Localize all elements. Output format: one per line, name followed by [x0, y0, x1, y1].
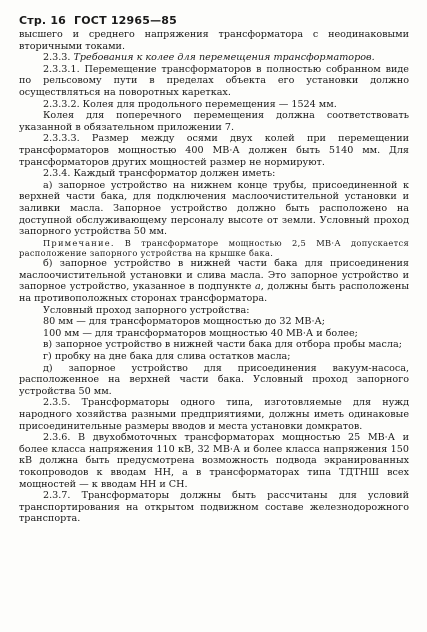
item-g: г) пробку на дне бака для слива остатков масла;: [43, 351, 291, 363]
paragraph-continuation: высшего и среднего напряжения трансформатора с неодинаковыми вторичными токами.: [19, 29, 409, 52]
document-body: [19, 29, 409, 525]
note: [19, 238, 409, 259]
section-2-3-3-heading: [19, 52, 409, 64]
section-number: 2.3.3.: [43, 52, 74, 64]
page-header: [19, 14, 409, 27]
paragraph-2-3-3-3: 2.3.3.3. Размер между осями двух колей при перемещении трансформаторов мощностью 400 МВ·А должен быть 5140 мм. Для трансформаторов других мощностей размер не нормируют.: [19, 133, 409, 168]
paragraph-2-3-4: 2.3.4. Каждый трансформатор должен иметь:: [43, 168, 276, 180]
item-a: а) запорное устройство на нижнем конце трубы, присоединенной к верхней части бака, для подключения маслоочистительной установки и заливки масла. Запорное устройство должно быть расположено на доступной обслуживающему персоналу высоте от земли. Условный проход запорного устройства 50 мм.: [19, 179, 409, 238]
item-v: в) запорное устройство в нижней части бака для отбора пробы масла;: [43, 339, 402, 351]
paragraph-nominal-passage: Условный проход запорного устройства:: [43, 304, 250, 316]
item-b: б) запорное устройство в нижней части бака для присоединения маслоочистительной установки и слива масла. Это запорное устройство и запорное устройство, указанное в подпункте а, должны быть расположены на противоположных сторонах трансформатора.: [19, 258, 409, 305]
paragraph-80mm: 80 мм — для трансформаторов мощностью до 32 МВ·А;: [43, 316, 326, 328]
note-label: Примечание.: [43, 237, 115, 248]
paragraph-100mm: 100 мм — для трансформаторов мощностью 40 МВ·А и более;: [43, 327, 358, 339]
item-d: д) запорное устройство для присоединения вакуум-насоса, расположенное на верхней части бака. Условный проход запорного устройства 50 мм.: [19, 362, 409, 397]
paragraph-2-3-7: 2.3.7. Трансформаторы должны быть рассчитаны для условий транспортирования на открытом подвижном составе железнодорожного транспорта.: [19, 490, 409, 525]
section-title: Требования к колее для перемещения трансформаторов.: [73, 52, 375, 64]
paragraph-2-3-3-2: 2.3.3.2. Колея для продольного перемещения — 1524 мм.: [43, 98, 337, 110]
paragraph-2-3-5: 2.3.5. Трансформаторы одного типа, изготовляемые для нужд народного хозяйства разными предприятиями, должны иметь одинаковые присоединительные размеры вводов и места установки домкратов.: [19, 397, 409, 432]
paragraph-2-3-6: 2.3.6. В двухобмоточных трансформаторах мощностью 25 МВ·А и более класса напряжения 110 кВ, 32 МВ·А и более класса напряжения 150 кВ должна быть предусмотрена возможность подвода экранированных токопроводов к вводам НН, а в трансформаторах типа ТДТНШ всех мощностей — к вводам НН и СН.: [19, 432, 409, 490]
note-text: В трансформаторе мощностью 2,5 МВ·А допускается расположение запорного устройства на крышке бака.: [19, 237, 409, 258]
paragraph-2-3-3-1: 2.3.3.1. Перемещение трансформаторов в полностью собранном виде по рельсовому пути в пределах объекта его установки должно осуществляться на поворотных каретках.: [19, 63, 409, 98]
page-number: Стр. 16: [19, 14, 67, 27]
standard-number: ГОСТ 12965—85: [74, 14, 177, 27]
paragraph-transverse-track: Колея для поперечного перемещения должна соответствовать указанной в обязательном приложении 7.: [19, 110, 409, 133]
